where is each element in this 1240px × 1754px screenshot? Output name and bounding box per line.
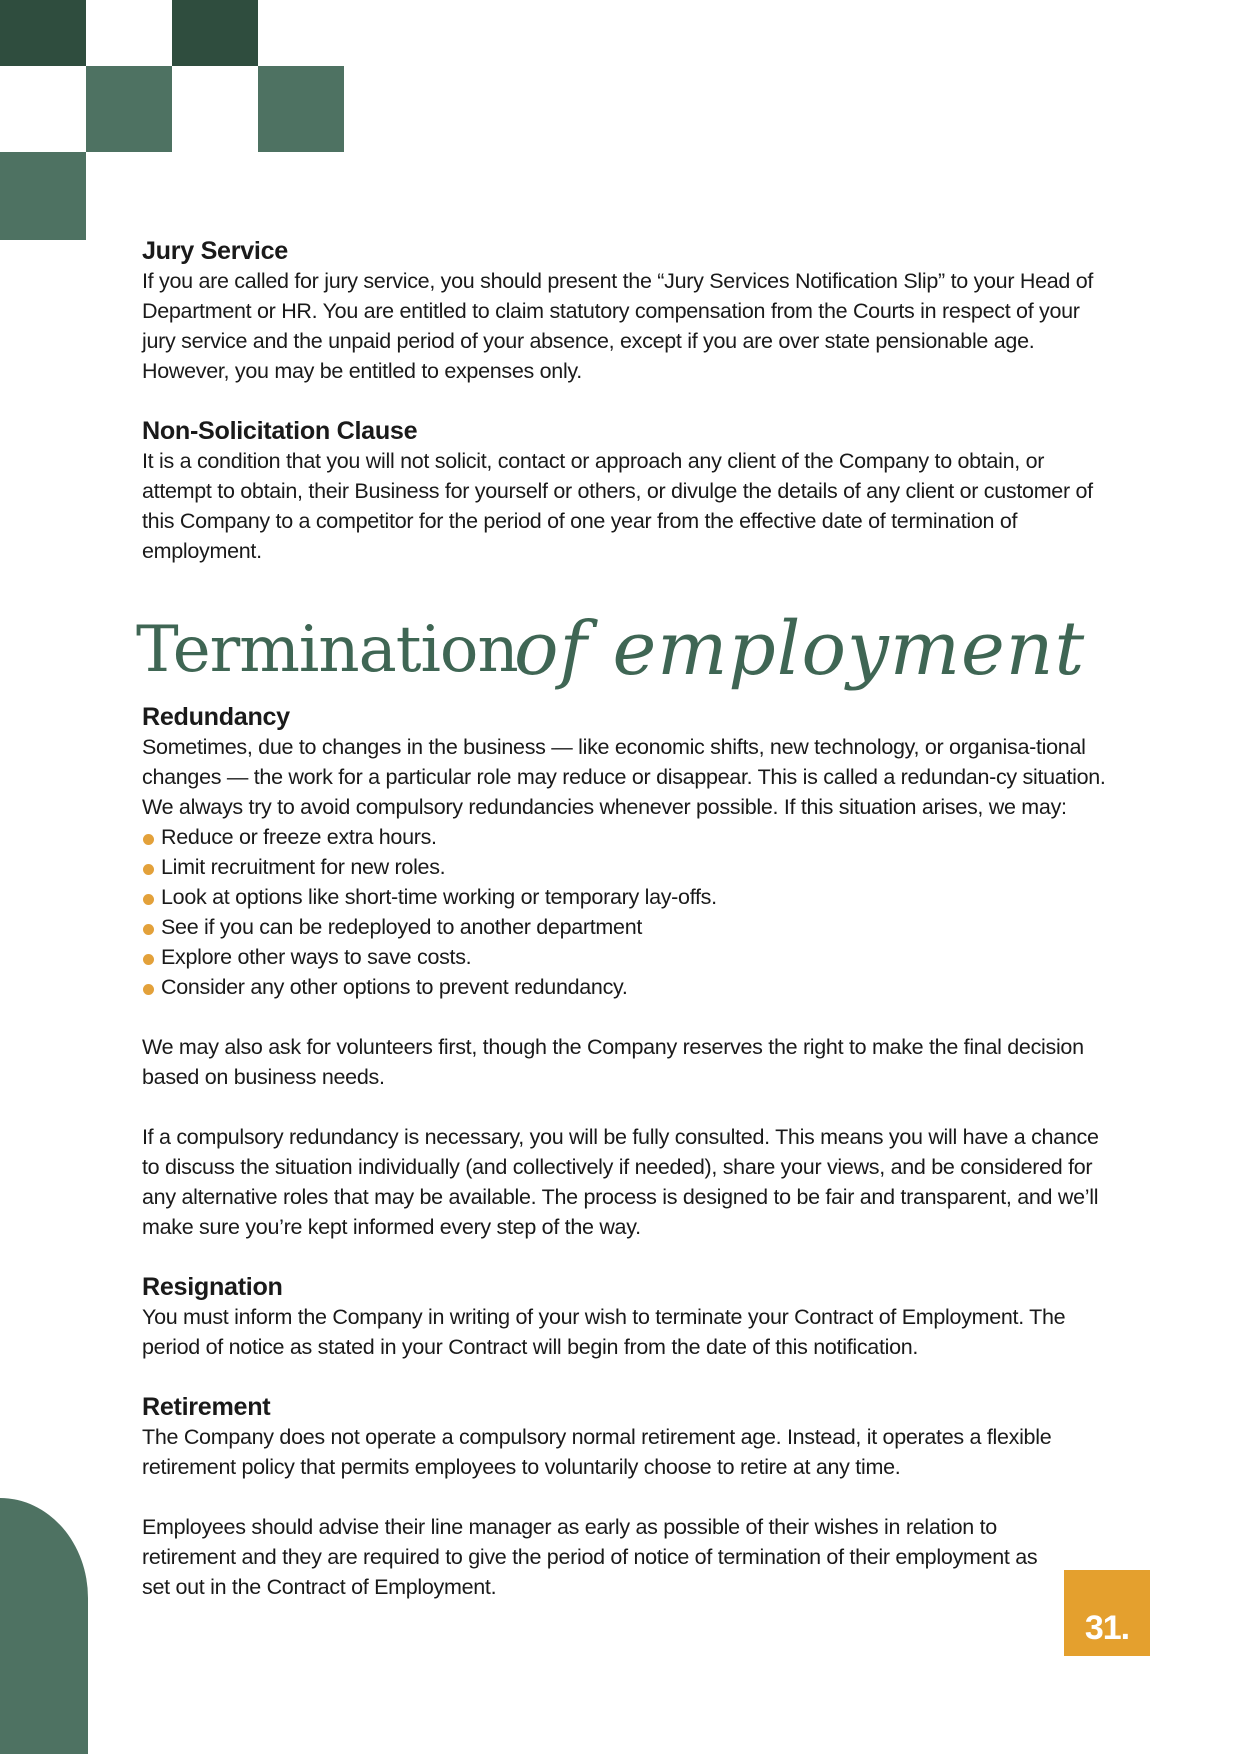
list-item: See if you can be redeployed to another department (142, 912, 1112, 942)
non-solicitation-body: It is a condition that you will not solicit, contact or approach any client of the Company to obtain, or attempt to obtain, their Business for yourself or others, or divulge the details of any client or customer of this Company to a competitor for the period of one year from the effective date of termination of employment. (142, 449, 1093, 563)
headline-script-text: of employment (514, 606, 1086, 692)
redundancy-options-list (142, 822, 1112, 1002)
list-item: Explore other ways to save costs. (142, 942, 1112, 972)
jury-service-body: If you are called for jury service, you should present the “Jury Services Notification Slip” to your Head of Department or HR. You are entitled to claim statutory compensation from the Courts in respect of your jury service and the unpaid period of your absence, except if you are over state pensionable age. However, you may be entitled to expenses only. (142, 269, 1094, 383)
corner-arch (0, 1498, 88, 1754)
non-solicitation-title: Non-Solicitation Clause (142, 417, 418, 445)
corner-square (172, 0, 258, 66)
redundancy-volunteers: We may also ask for volunteers first, though the Company reserves the right to make the final decision based on business needs. (142, 1035, 1084, 1089)
list-item: Look at options like short-time working or temporary lay-offs. (142, 882, 1112, 912)
termination-headline (136, 606, 1112, 702)
corner-square (0, 0, 86, 66)
corner-square (86, 66, 172, 152)
page-content (136, 236, 1112, 1602)
retirement-body-2: Employees should advise their line manager as early as possible of their wishes in relation to retirement and they are required to give the period of notice of termination of their employment as set out in the Contract of Employment. (142, 1515, 1038, 1599)
resignation-title: Resignation (142, 1273, 283, 1301)
page-number: 31. (1084, 1609, 1130, 1647)
resignation-body: You must inform the Company in writing of your wish to terminate your Contract of Employment. The period of notice as stated in your Contract will begin from the date of this notification. (142, 1305, 1066, 1359)
redundancy-title: Redundancy (142, 703, 290, 731)
list-item: Limit recruitment for new roles. (142, 852, 1112, 882)
headline-serif-text: Termination (136, 613, 518, 687)
jury-service-title: Jury Service (142, 237, 288, 265)
retirement-body-1: The Company does not operate a compulsory normal retirement age. Instead, it operates a flexible retirement policy that permits employees to voluntarily choose to retire at any time. (142, 1425, 1052, 1479)
redundancy-consultation: If a compulsory redundancy is necessary, you will be fully consulted. This means you will have a chance to discuss the situation individually (and collectively if needed), share your views, and be considered for any alternative roles that may be available. The process is designed to be fair and transparent, and we’ll make sure you’re kept informed every step of the way. (142, 1125, 1099, 1239)
redundancy-intro: Sometimes, due to changes in the business — like economic shifts, new technology, or organisa-tional changes — the work for a particular role may reduce or disappear. This is called a redundan-cy situation. We always try to avoid compulsory redundancies whenever possible. If this situation arises, we may: (142, 735, 1106, 819)
list-item: Reduce or freeze extra hours. (142, 822, 1112, 852)
retirement-title: Retirement (142, 1393, 271, 1421)
page-number-badge (1064, 1570, 1150, 1656)
list-item: Consider any other options to prevent redundancy. (142, 972, 1112, 1002)
corner-square (258, 66, 344, 152)
corner-square (0, 152, 86, 240)
